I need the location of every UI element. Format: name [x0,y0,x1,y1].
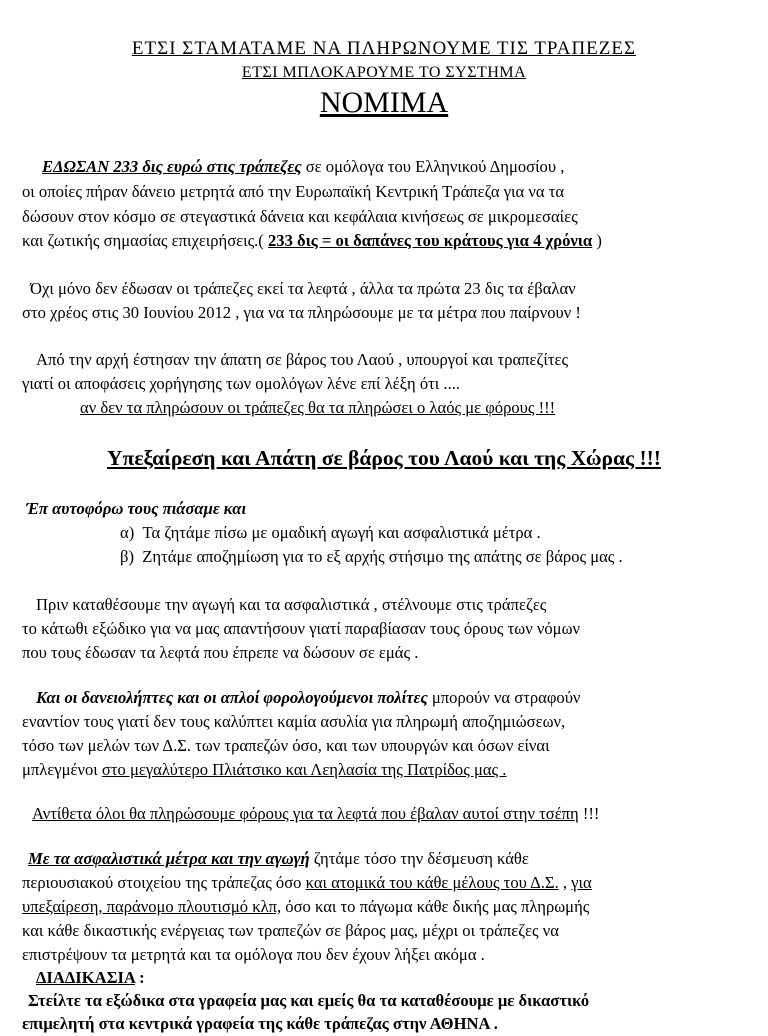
text-run: !!! [578,804,600,823]
text-run: ζητάμε τόσο την δέσμευση κάθε [309,849,529,868]
procedure-line-1: Στείλτε τα εξώδικα στα γραφεία μας και εμείς θα τα καταθέσουμε με δικαστικό [28,991,590,1010]
paragraph-8-line-3 [22,895,589,919]
page-title: ΕΤΣΙ ΣΤΑΜΑΤΑΜΕ ΝΑ ΠΛΗΡΩΝΟΥΜΕ ΤΙΣ ΤΡΑΠΕΖΕΣ [131,38,637,59]
text-run: περιουσιακού στοιχείου της τράπεζας όσο [22,873,306,892]
text-run: μπλεγμένοι [22,760,102,779]
section-heading: Υπεξαίρεση και Απάτη σε βάρος του Λαού και της Χώρας !!! [107,446,661,470]
paragraph-6-line-4 [22,758,506,782]
list-marker: α) [120,523,135,542]
underlined-text: για [571,873,592,892]
paragraph-1-line-3: δώσουν στον κόσμο σε στεγαστικά δάνεια και κεφάλαια κινήσεως σε μικρομεσαίες [22,207,578,226]
procedure-label [36,966,145,990]
paragraph-5-line-2: το κάτωθι εξώδικο για να μας απαντήσουν γιατί παραβίασαν τους όρους των νόμων [22,619,580,638]
bold-emphasis: ΕΔΩΣΑΝ 233 δις ευρώ στις τράπεζες [42,157,302,176]
paragraph-3-line-3: αν δεν τα πληρώσουν οι τράπεζες θα τα πληρώσει ο λαός με φόρους !!! [80,398,556,417]
paragraph-8-line-5: επιστρέψουν τα μετρητά και τα ομόλογα που δεν έχουν λήξει ακόμα . [22,945,485,964]
list-intro: Έπ αυτοφόρω τους πιάσαμε και [26,499,247,518]
underlined-text: υπεξαίρεση, παράνομο πλουτισμό κλπ, [22,897,282,916]
list-marker: β) [120,547,134,566]
paragraph-6-line-1 [36,686,580,710]
list-item [120,545,623,569]
procedure-line-2: επιμελητή στα κεντρικά γραφεία της κάθε τράπεζας στην ΑΘΗΝΑ . [22,1014,498,1033]
paragraph-1-line-2: οι οποίες πήραν δάνειο μετρητά από την Ευρωπαϊκή Κεντρική Τράπεζα για να τα [22,182,565,201]
bold-emphasis: ΔΙΑΔΙΚΑΣΙΑ [36,968,135,987]
bold-emphasis: Με τα ασφαλιστικά μέτρα και την αγωγή [28,849,310,868]
paragraph-6-line-2: εναντίον τους γιατί δεν τους καλύπτει καμία ασυλία για πληρωμή αποζημιώσεων, [22,712,566,731]
text-run: σε ομόλογα του Ελληνικού Δημοσίου , [301,157,565,176]
text-run: , [558,873,572,892]
underlined-text: Αντίθετα όλοι θα πληρώσουμε φόρους για τα λεφτά που έβαλαν αυτοί στην τσέπη [32,804,579,823]
paragraph-7 [32,802,599,826]
paragraph-1-line-1 [42,155,564,179]
underlined-text: στο μεγαλύτερο Πλιάτσικο και Λεηλασία της Πατρίδος μας . [101,760,507,779]
paragraph-8-line-2 [22,871,592,895]
page-subtitle: ΕΤΣΙ ΜΠΛΟΚΑΡΟΥΜΕ ΤΟ ΣΥΣΤΗΜΑ [241,64,527,81]
paragraph-5-line-1: Πριν καταθέσουμε την αγωγή και τα ασφαλιστικά , στέλνουμε στις τράπεζες [36,595,547,614]
text-run: όσο και το πάγωμα κάθε δικής μας πληρωμής [281,897,590,916]
paragraph-5-line-3: που τους έδωσαν τα λεφτά που έπρεπε να δώσουν σε εμάς . [22,643,419,662]
paragraph-8-line-4: και κάθε δικαστικής ενέργειας των τραπεζών σε βάρος μας, μέχρι οι τράπεζες να [22,921,559,940]
underlined-text: και ατομικά του κάθε μέλους του Δ.Σ. [305,873,559,892]
bold-emphasis: 233 δις = οι δαπάνες του κράτους για 4 χρόνια [267,231,593,250]
text-run: μπορούν να στραφούν [427,688,581,707]
paragraph-3-line-1: Από την αρχή έστησαν την άπατη σε βάρος του Λαού , υπουργοί και τραπεζίτες [36,350,569,369]
bold-emphasis: Και οι δανειολήπτες και οι απλοί φορολογούμενοι πολίτες [36,688,428,707]
paragraph-1-line-4 [22,229,602,253]
list-item-text: Τα ζητάμε πίσω με ομαδική αγωγή και ασφαλιστικά μέτρα . [142,523,541,542]
text-run: : [134,968,145,987]
page-heading-nomima: ΝΟΜΙΜΑ [319,86,449,119]
paragraph-6-line-3: τόσο των μελών των Δ.Σ. των τραπεζών όσο, και των υπουργών και όσων είναι [22,736,550,755]
text-run: και ζωτικής σημασίας επιχειρήσεις.( [22,231,268,250]
list-item [120,521,541,545]
list-item-text: Ζητάμε αποζημίωση για το εξ αρχής στήσιμο της απάτης σε βάρος μας . [142,547,623,566]
paragraph-2-line-1: Όχι μόνο δεν έδωσαν οι τράπεζες εκεί τα λεφτά , άλλα τα πρώτα 23 δις τα έβαλαν [30,279,576,298]
text-run: ) [592,231,602,250]
paragraph-8-line-1 [28,847,529,871]
paragraph-3-line-2: γιατί οι αποφάσεις χορήγησης των ομολόγων λένε επί λέξη ότι .... [22,374,461,393]
paragraph-2-line-2: στο χρέος στις 30 Ιουνίου 2012 , για να τα πληρώσουμε με τα μέτρα που παίρνουν ! [22,303,581,322]
